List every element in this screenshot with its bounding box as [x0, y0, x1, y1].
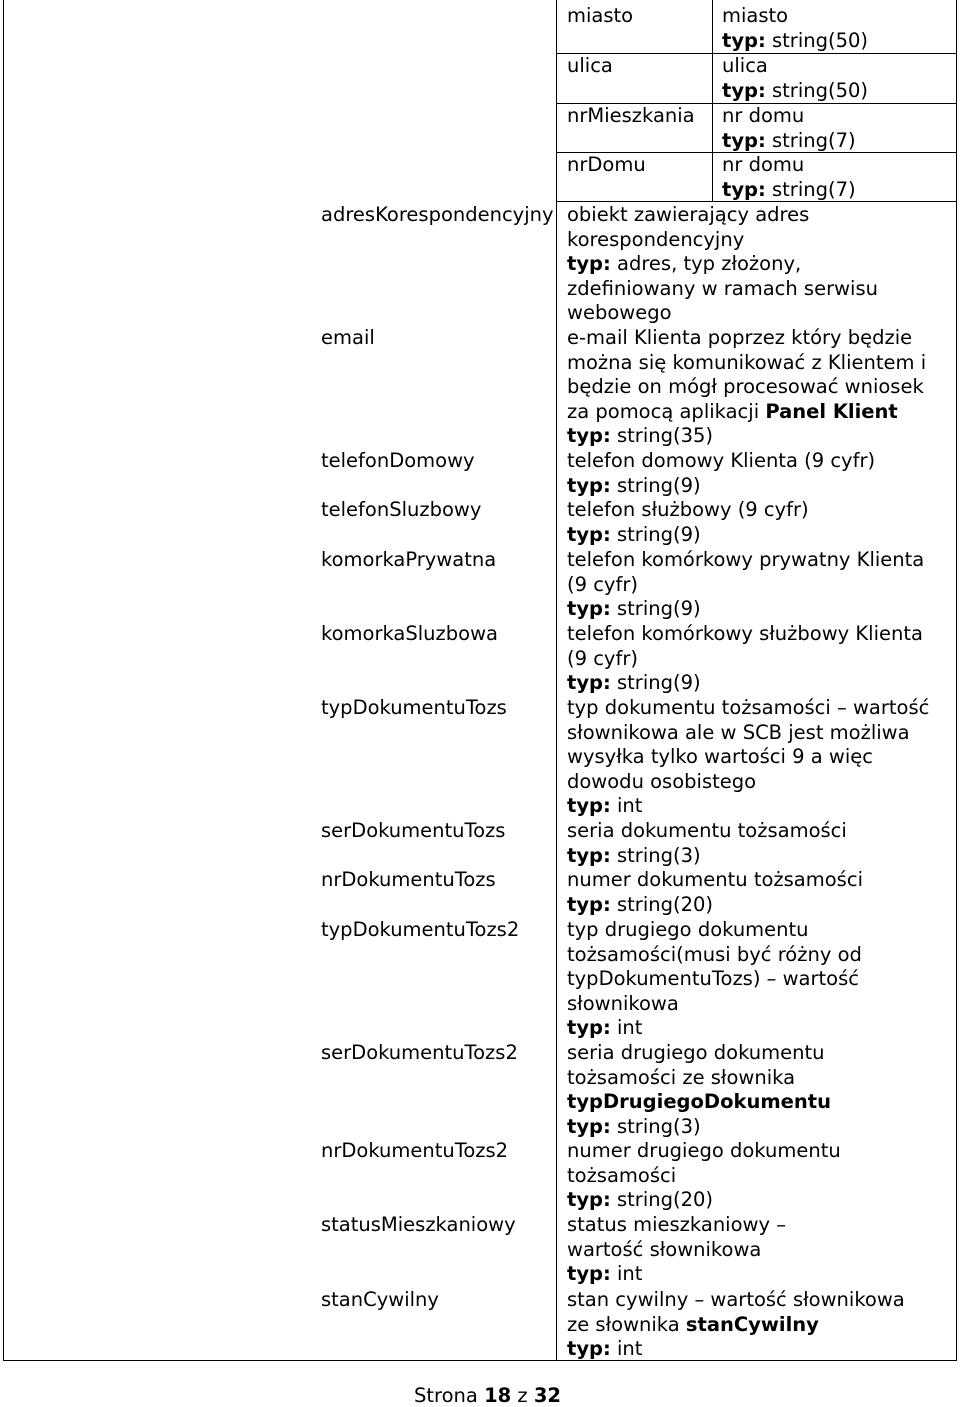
field-name-telefonSluzbowy: telefonSluzbowy	[321, 498, 482, 521]
field-desc-statusMieszkaniowy: status mieszkaniowy – wartość słownikowa typ: int	[567, 1213, 786, 1285]
field-name-serDokumentuTozs: serDokumentuTozs	[321, 819, 506, 842]
field-name-komorkaPrywatna: komorkaPrywatna	[321, 548, 497, 571]
field-desc-stanCywilny: stan cywilny – wartość słownikowa ze słownika stanCywilny typ: int	[567, 1288, 905, 1360]
nested-field-desc: nr domu typ: string(7)	[722, 153, 856, 201]
field-desc-komorkaSluzbowa: telefon komórkowy służbowy Klienta (9 cyfr) typ: string(9)	[567, 622, 923, 694]
nested-field-desc: nr domu typ: string(7)	[722, 104, 856, 152]
field-desc-serDokumentuTozs2: seria drugiego dokumentu tożsamości ze słownika typDrugiegoDokumentu typ: string(3)	[567, 1041, 831, 1138]
field-name-serDokumentuTozs2: serDokumentuTozs2	[321, 1041, 518, 1064]
nested-field-desc: ulica typ: string(50)	[722, 54, 869, 102]
field-name-statusMieszkaniowy: statusMieszkaniowy	[321, 1213, 516, 1236]
field-name-typDokumentuTozs2: typDokumentuTozs2	[321, 918, 520, 941]
field-name-email: email	[321, 326, 375, 349]
field-name-telefonDomowy: telefonDomowy	[321, 449, 475, 472]
column-divider	[556, 0, 557, 1361]
field-desc-email: e-mail Klienta poprzez który będzie można się komunikować z Klientem i będzie on mógł procesować wniosek za pomocą aplikacji Panel Klient typ: string(35)	[567, 326, 927, 447]
field-name-stanCywilny: stanCywilny	[321, 1288, 439, 1311]
field-desc-komorkaPrywatna: telefon komórkowy prywatny Klienta (9 cyfr) typ: string(9)	[567, 548, 925, 620]
page-number: Strona 18 z 32	[414, 1384, 561, 1407]
field-desc-typDokumentuTozs2: typ drugiego dokumentu tożsamości(musi być różny od typDokumentuTozs) – wartość słownikowa typ: int	[567, 918, 862, 1039]
field-name-nrDokumentuTozs: nrDokumentuTozs	[321, 868, 496, 891]
field-desc-nrDokumentuTozs: numer dokumentu tożsamości typ: string(20)	[567, 868, 863, 916]
nested-field-name: ulica	[567, 54, 613, 77]
field-name-nrDokumentuTozs2: nrDokumentuTozs2	[321, 1139, 509, 1162]
field-name-adresKorespondencyjny: adresKorespondencyjny	[321, 203, 554, 226]
nested-field-name: miasto	[567, 4, 634, 27]
nested-field-name: nrDomu	[567, 153, 646, 176]
field-desc-telefonDomowy: telefon domowy Klienta (9 cyfr) typ: string(9)	[567, 449, 876, 497]
field-desc-serDokumentuTozs: seria dokumentu tożsamości typ: string(3)	[567, 819, 847, 867]
nested-column-divider	[712, 0, 713, 202]
field-desc-adresKorespondencyjny: obiekt zawierający adres korespondencyjny typ: adres, typ złożony, zdefiniowany w ramach serwisu webowego	[567, 203, 878, 324]
field-desc-nrDokumentuTozs2: numer drugiego dokumentu tożsamości typ: string(20)	[567, 1139, 841, 1211]
field-name-komorkaSluzbowa: komorkaSluzbowa	[321, 622, 498, 645]
field-desc-typDokumentuTozs: typ dokumentu tożsamości – wartość słownikowa ale w SCB jest możliwa wysyłka tylko wartości 9 a więc dowodu osobistego typ: int	[567, 696, 930, 817]
field-desc-telefonSluzbowy: telefon służbowy (9 cyfr) typ: string(9)	[567, 498, 809, 546]
nested-field-name: nrMieszkania	[567, 104, 695, 127]
nested-field-desc: miasto typ: string(50)	[722, 4, 869, 52]
field-name-typDokumentuTozs: typDokumentuTozs	[321, 696, 507, 719]
